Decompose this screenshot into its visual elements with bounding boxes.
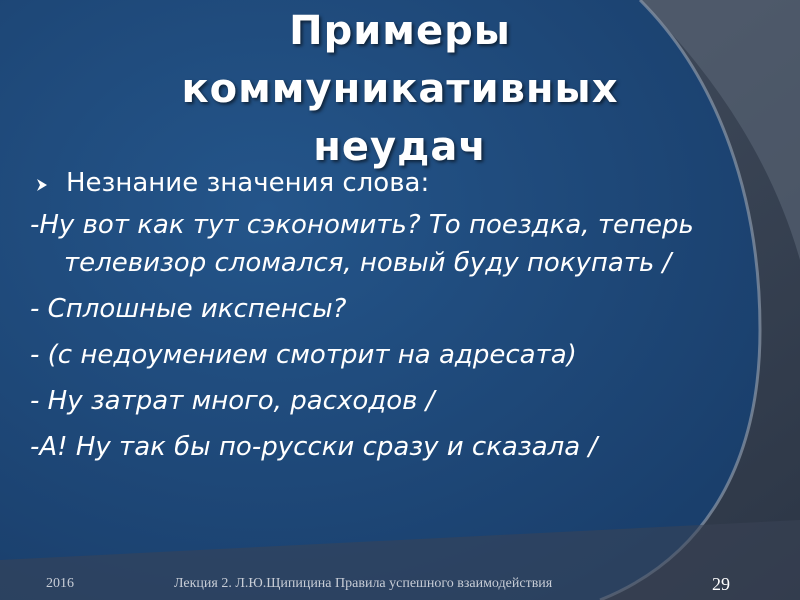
bullet-arrow-icon bbox=[36, 170, 48, 204]
bullet-item bbox=[30, 166, 720, 200]
dialog-line-3: - (с недоумением смотрит на адресата) bbox=[30, 340, 577, 370]
dialog-line-1: -Ну вот как тут сэкономить? То поездка, теперь телевизор сломался, новый буду покупать / bbox=[30, 210, 694, 278]
slide-title bbox=[0, 2, 800, 176]
footer-note: Лекция 2. Л.Ю.Щипицина Правила успешного взаимодействия bbox=[174, 576, 553, 591]
title-line-2: коммуникативных bbox=[181, 66, 619, 112]
footer-year: 2016 bbox=[46, 576, 74, 591]
dialog-line-2: - Сплошные икспенсы? bbox=[30, 294, 347, 324]
dialog-line-5: -А! Ну так бы по-русски сразу и сказала / bbox=[30, 432, 598, 462]
slide-content bbox=[30, 166, 720, 474]
title-line-1: Примеры bbox=[289, 8, 511, 54]
bullet-text: Незнание значения слова: bbox=[66, 168, 430, 198]
dialog-line-4: - Ну затрат много, расходов / bbox=[30, 386, 435, 416]
title-line-3: неудач bbox=[313, 124, 487, 170]
page-number: 29 bbox=[712, 574, 730, 594]
